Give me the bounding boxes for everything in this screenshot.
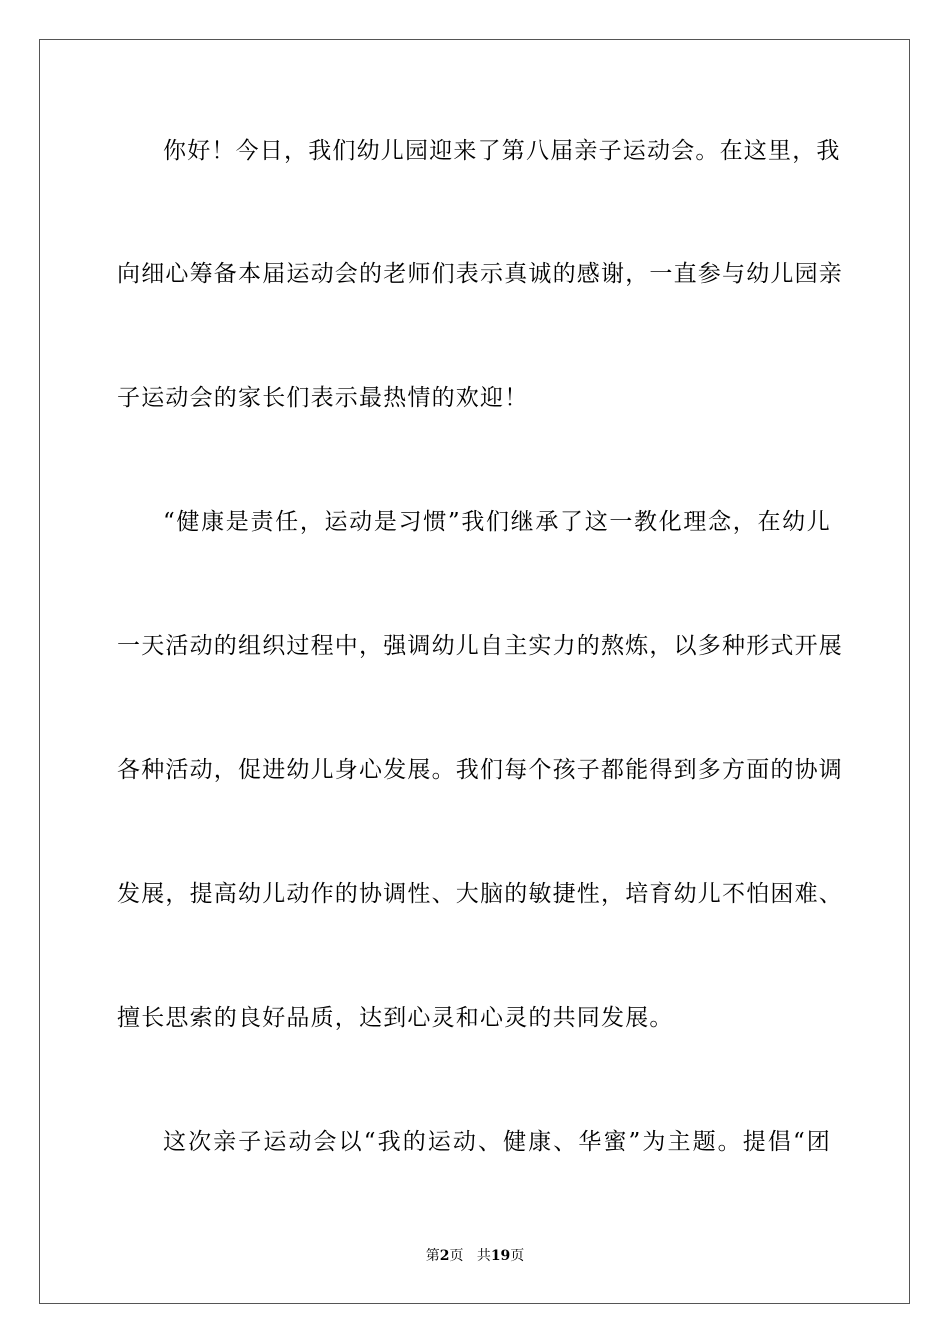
text-line: 各种活动，促进幼儿身心发展。我们每个孩子都能得到多方面的协调 xyxy=(117,757,843,783)
text-line: 向细心筹备本届运动会的老师们表示真诚的感谢，一直参与幼儿园亲 xyxy=(117,261,843,287)
text-line: 擅长思索的良好品质，达到心灵和心灵的共同发展。 xyxy=(117,1005,674,1031)
text-line: 这次亲子运动会以“我的运动、健康、华蜜”为主题。提倡“团 xyxy=(163,1129,831,1155)
text-line: 你好！今日，我们幼儿园迎来了第八届亲子运动会。在这里，我 xyxy=(163,138,841,164)
text-line: “健康是责任，运动是习惯”我们继承了这一教化理念，在幼儿 xyxy=(163,509,831,535)
page-suffix: 页 xyxy=(449,1248,464,1264)
page-prefix: 第 xyxy=(425,1248,440,1264)
page-frame xyxy=(39,39,910,1304)
total-pages: 19 xyxy=(490,1248,511,1264)
text-line: 一天活动的组织过程中，强调幼儿自主实力的熬炼，以多种形式开展 xyxy=(117,633,843,659)
total-suffix: 页 xyxy=(510,1248,525,1264)
page-footer xyxy=(0,1247,950,1265)
text-line: 子运动会的家长们表示最热情的欢迎！ xyxy=(117,385,529,411)
total-prefix: 共 xyxy=(476,1248,491,1264)
text-line: 发展，提高幼儿动作的协调性、大脑的敏捷性，培育幼儿不怕困难、 xyxy=(117,881,843,907)
page-number: 2 xyxy=(439,1248,450,1264)
